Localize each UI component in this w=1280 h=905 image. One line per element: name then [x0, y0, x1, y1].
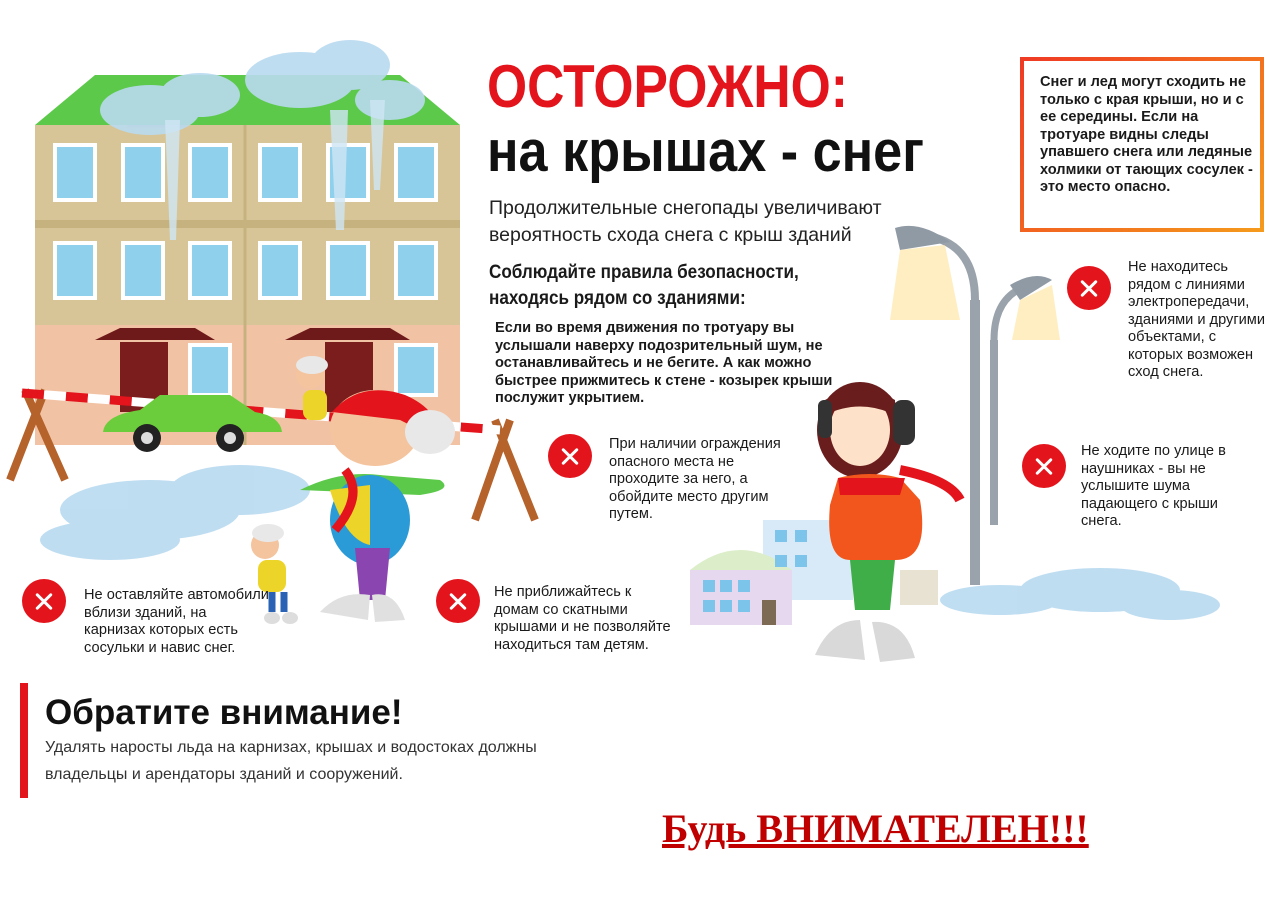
tip-roofs: Не приближайтесь к домам со скатными крышами и не позволяйте находиться там детям. — [494, 584, 671, 653]
attention-accent-bar — [20, 683, 28, 798]
rules-heading: Соблюдайте правила безопасности, находясь рядом со зданиями: — [489, 262, 799, 309]
warning-paragraph: Если во время движения по тротуару вы услышали наверху подозрительный шум, не останавливайтесь и не бегите. А как можно быстрее прижмитесь к стене - козырек крыши послужит укрытием. — [495, 320, 833, 406]
subtitle: Продолжительные снегопады увеличивают вероятность схода снега с крыш зданий — [489, 197, 882, 246]
info-box-text: Снег и лед могут сходить не только с края крыши, но и с ее середины. Если на тротуаре видны следы упавшего снега или ледяные холмики от тающих сосулек - это место опасно. — [1040, 74, 1253, 195]
x-circle-icon — [1022, 444, 1066, 488]
attention-heading: Обратите внимание! — [45, 693, 403, 732]
attention-text: Удалять наросты льда на карнизах, крышах и водостоках должны владельцы и арендаторы зданий и сооружений. — [45, 739, 537, 783]
building-illustration — [35, 75, 460, 445]
x-circle-icon — [22, 579, 66, 623]
x-circle-icon — [548, 434, 592, 478]
x-circle-icon — [436, 579, 480, 623]
tip-cars: Не оставляйте автомобили вблизи зданий, на карнизах которых есть сосульки и навис снег. — [84, 587, 269, 656]
tip-power-lines: Не находитесь рядом с линиями электропередачи, зданиями и другими объектами, с которых возможен сход снега. — [1128, 259, 1265, 380]
tip-fence: При наличии ограждения опасного места не проходите за него, а обойдите место другим путем. — [609, 436, 781, 522]
bottom-slogan: Будь ВНИМАТЕЛЕН!!! — [662, 806, 1089, 851]
tip-headphones: Не ходите по улице в наушниках - вы не услышите шума падающего с крыши снега. — [1081, 443, 1226, 529]
page-title-line2: на крышах - снег — [487, 119, 924, 184]
page-title: ОСТОРОЖНО: — [487, 53, 848, 120]
girl-illustration — [815, 382, 960, 662]
x-circle-icon — [1067, 266, 1111, 310]
